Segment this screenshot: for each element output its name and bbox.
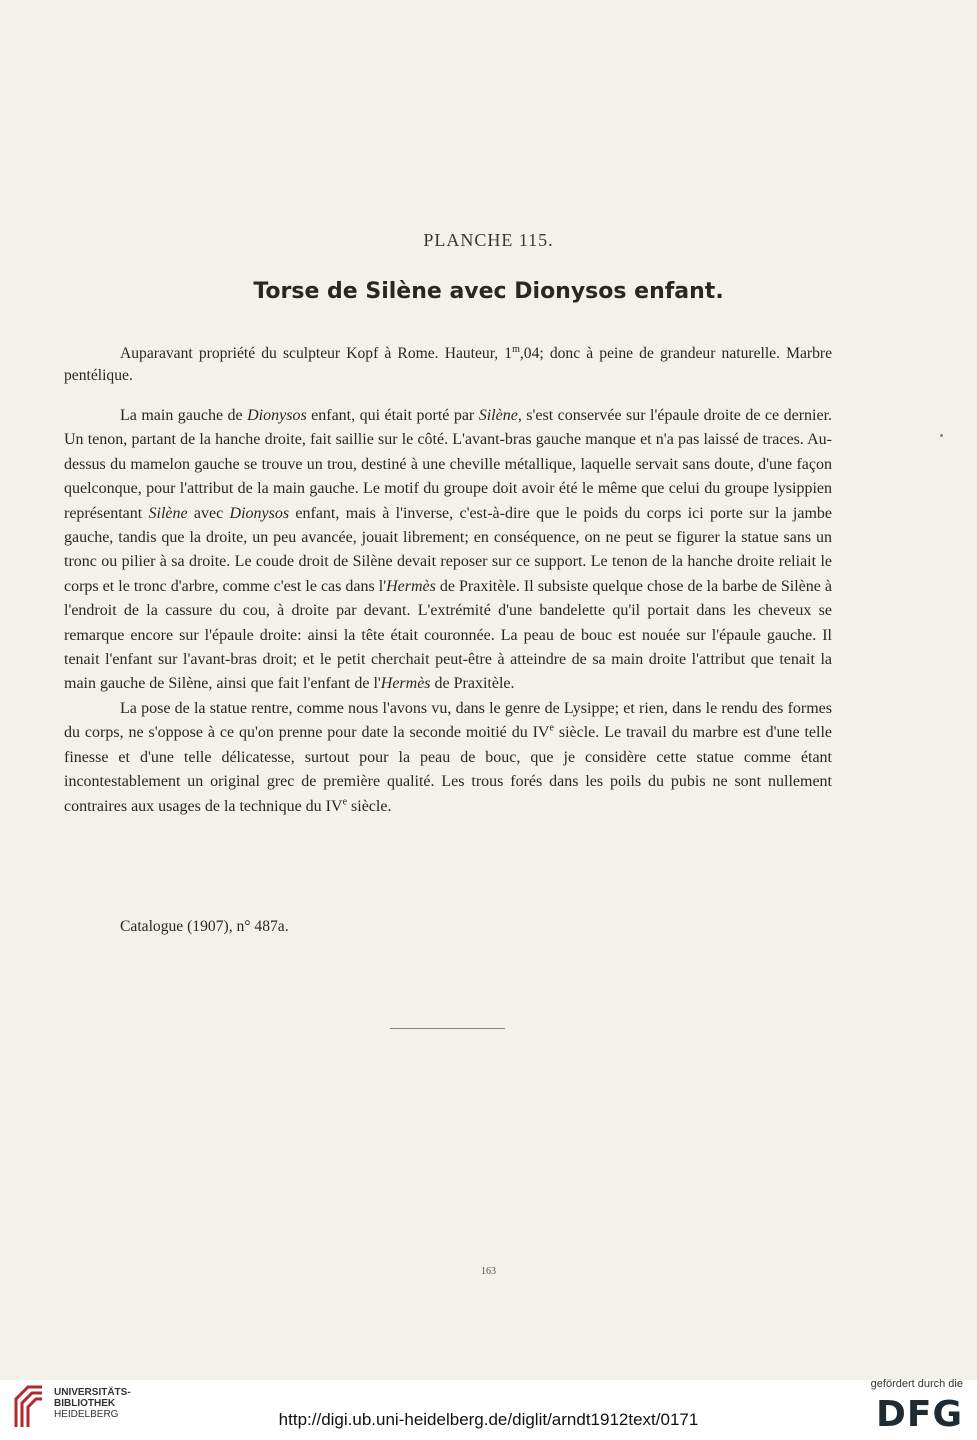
body-paragraph-1: La main gauche de Dionysos enfant, qui était porté par Silène, s'est conservée sur l'épaule droite de ce dernier. Un tenon, partant de la hanche droite, fait saillie sur le côté. L'avant-bras gauche manque et n'a pas laissé de traces. Au-dessus du mamelon gauche se trouve un trou, destiné à une cheville métallique, laquelle servait sans doute, d'une façon quelconque, pour l'attribut de la main gauche. Le motif du groupe doit avoir été le même que celui du groupe lysippien représentant Silène avec Dionysos enfant, mais à l'inverse, c'est-à-dire que le poids du corps ici porte sur la jambe gauche, tandis que la droite, un peu avancée, jouait librement; en conséquence, on ne peut se figurer la statue sans un tronc ou pilier à sa droite. Le coude droit de Silène devait reposer sur ce support. Le tenon de la hanche droite reliait le corps et le tronc d'arbre, comme c'est le cas dans l'Hermès de Praxitèle. Il subsiste quelque chose de la barbe de Silène à l'endroit de la cassure du cou, à droite par devant. L'extrémité d'une bandelette qu'il portait dans les cheveux se remarque encore sur l'épaule droite: ainsi la tête était couronnée. La peau de bouc est nouée sur l'épaule gauche. Il tenait l'enfant sur l'avant-bras droit; et le petit cherchait peut-être à atteindre de sa main droite l'attribut que tenait la main gauche de Silène, ainsi que fait l'enfant de l'Hermès de Praxitèle. — [64, 407, 833, 693]
section-divider — [390, 1028, 505, 1029]
italic-term: Hermès — [380, 675, 431, 693]
dfg-logo[interactable]: DFG — [875, 1394, 963, 1435]
plate-number: PLANCHE 115. — [423, 230, 554, 250]
intro-text-cont: ,04; donc à peine de grandeur naturelle. Marbre pentélique. — [64, 345, 832, 384]
intro-text: Auparavant propriété du sculpteur Kopf à Rome. Hauteur, 1 — [120, 345, 513, 362]
library-name[interactable]: UNIVERSITÄTS- BIBLIOTHEK HEIDELBERG — [54, 1387, 131, 1420]
intro-sup: m — [512, 343, 520, 355]
page-title: Torse de Silène avec Dionysos enfant. — [253, 279, 724, 304]
paper-blemish — [940, 434, 943, 437]
page-number: 163 — [481, 1266, 496, 1277]
funded-by-label: gefördert durch die — [870, 1378, 963, 1390]
italic-term: Dionysos — [229, 504, 290, 522]
body-paragraph-2: La pose de la statue rentre, comme nous l'avons vu, dans le genre de Lysippe; et rien, dans le rendu des formes du corps, ne s'oppose à ce qu'on prenne pour date la seconde moitié du IVe siècle. Le travail du marbre est d'une telle finesse et d'une telle délicatesse, surtout pour la peau de bouc, que je considère cette statue comme étant incontestablement un original grec de première qualité. Les trous forés dans les poils du pubis ne sont nullement contraires aux usages de la technique du IVe siècle. — [64, 699, 833, 815]
source-url-link[interactable]: http://digi.ub.uni-heidelberg.de/diglit/arndt1912text/0171 — [278, 1410, 699, 1429]
italic-term: Hermès — [386, 577, 436, 595]
intro-paragraph — [64, 343, 832, 387]
italic-term: Dionysos — [247, 407, 307, 424]
italic-term: Silène, — [478, 407, 522, 424]
body-text — [64, 404, 832, 819]
italic-term: Silène — [148, 504, 188, 522]
catalogue-reference: Catalogue (1907), n° 487a. — [120, 918, 289, 935]
